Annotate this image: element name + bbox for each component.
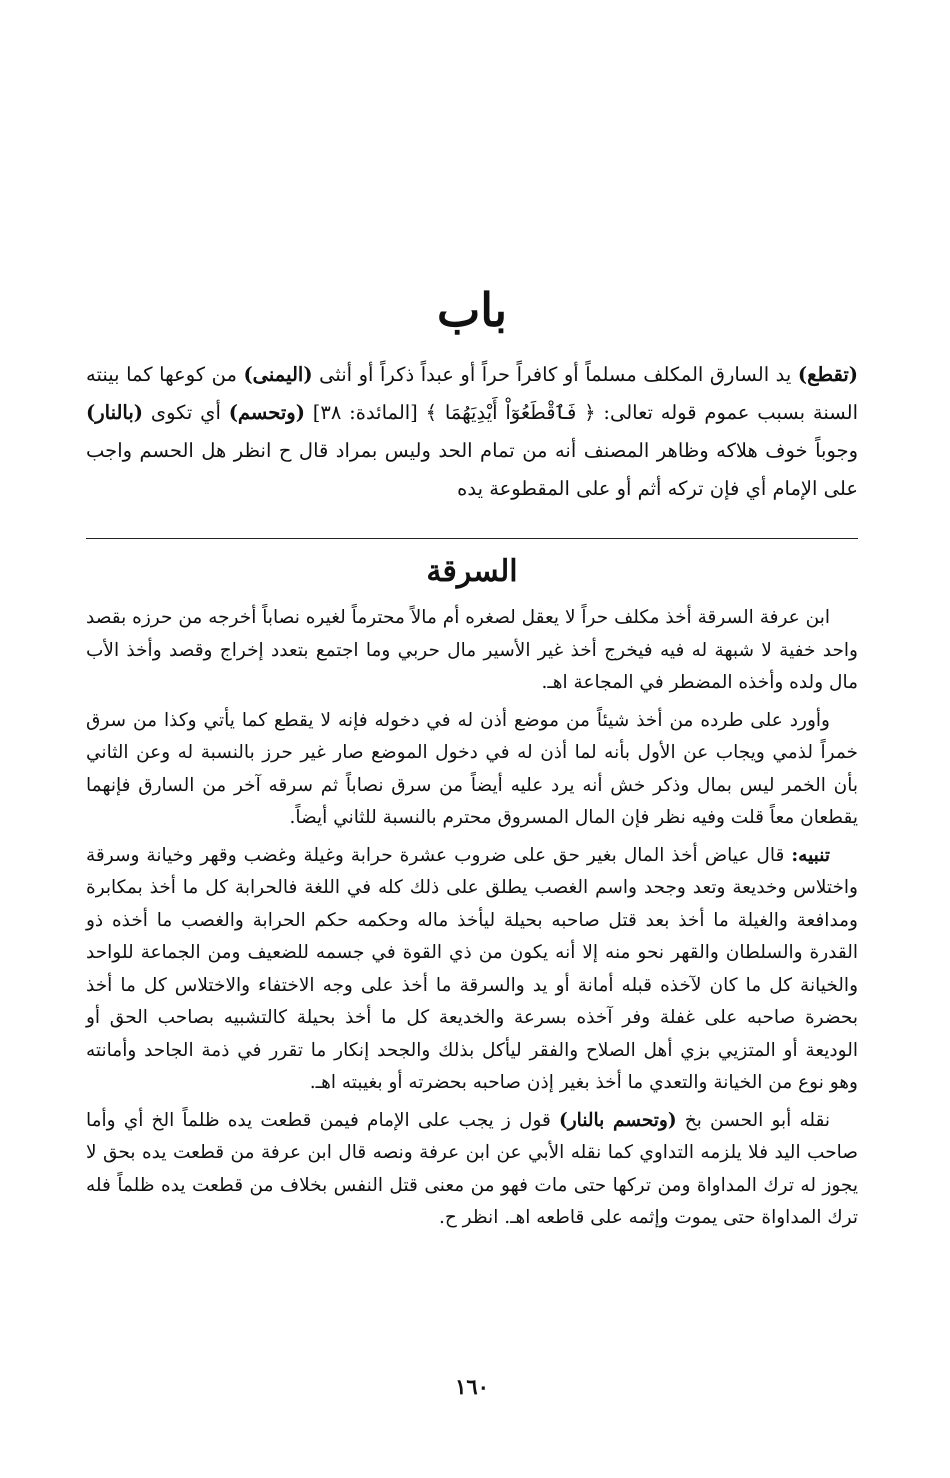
quran-verse: ﴿ فَٱقْطَعُوٓاْ أَيْدِيَهُمَا ﴾	[425, 401, 596, 424]
matn-paragraph	[86, 356, 858, 508]
commentary-paragraph-3	[86, 840, 858, 1100]
commentary-paragraph-4	[86, 1105, 858, 1235]
tanbih-label: تنبيه:	[791, 844, 830, 866]
lead-word: (تقطع)	[797, 363, 858, 386]
chapter-title: باب	[436, 283, 508, 337]
para4-bold-quote: (وتحسم بالنار)	[559, 1109, 677, 1131]
commentary-paragraph-1: ابن عرفة السرقة أخذ مكلف حراً لا يعقل لصغره أم مالاً محترماً لغيره نصاباً أخرجه من حرزه بقصد واحد خفية لا شبهة له فيه فيخرج أخذ غير الأسير مال حربي وما اجتمع بتعدد إخراج وقصد وأخذ الأب مال ولده وأخذه المضطر في المجاعة اهـ.	[86, 607, 858, 693]
para4-rest: قول ز يجب على الإمام فيمن قطعت يده ظلماً الخ أي وأما صاحب اليد فلا يلزمه التداوي كما نقله الأبي عن ابن عرفة ونصه قال ابن عرفة من قطعت يده بحق لا يجوز له ترك المداواة ومن تركها حتى مات فهو من معنى قتل النفس بخلاف من قطعت يده ظلماً فله ترك المداواة حتى يموت وإثمه على قاطعه اهـ. انظر ح.	[86, 1109, 858, 1228]
cauterize-word: (وتحسم)	[228, 401, 305, 424]
tanbih-text: قال عياض أخذ المال بغير حق على ضروب عشرة حرابة وغيلة وغضب وقهر وخيانة وسرقة واختلاس وخديعة وتعد وجحد واسم الغصب يطلق على ذلك كله في اللغة فالحرابة كل ما أخذ بمكابرة ومدافعة والغيلة ما أخذ بعد قتل صاحبه بحيلة ليأخذ ماله وحكمه حكم الحرابة والغصب ما أخذه ذو القدرة والسلطان والقهر نحو منه إلا أنه يكون من ذي القوة في جسمه للضعيف ومن الجماعة للواحد والخيانة كل ما كان لآخذه قبله أمانة أو يد والسرقة ما أخذ على وجه الاختفاء والاختلاس كل ما أخذ بحضرة صاحبه على غفلة وفر آخذه بسرعة والخديعة كل ما أخذ بحيلة كالتشبيه بصاحب الحق أو الوديعة أو المتزيي بزي أهل الصلاح والفقر ليأكل بذلك والجحد إنكار ما تقرر في ذمة الجاحد وأمانته وهو نوع من الخيانة والتعدي ما أخذ بغير إذن صاحبه بحضرته أو بغيبته اهـ.	[86, 844, 858, 1093]
matn-part-4: وجوباً خوف هلاكه وظاهر المصنف أنه من تمام الحد وليس بمراد قال ح انظر هل الحسم واجب على الإمام أي فإن تركه أثم أو على المقطوعة يده	[86, 439, 858, 500]
matn-part-2: من كوعها كما بينته السنة بسبب عموم قوله تعالى:	[86, 363, 859, 424]
para4-start: نقله أبو الحسن بخ	[676, 1109, 830, 1131]
right-hand-word: (اليمنى)	[243, 363, 313, 386]
commentary-paragraph-2: وأورد على طرده من أخذ شيئاً من موضع أذن له في دخوله فإنه لا يقطع كما يأتي وكذا من سرق خمراً لذمي ويجاب عن الأول بأنه لما أذن له في دخول الموضع صار غير حرز بالنسبة له وعن الثاني بأن الخمر ليس بمال وذكر خش أنه يرد عليه أيضاً من سرق نصاباً ثم سرقه آخر من السارق فإنهما يقطعان معاً قلت وفيه نظر فإن المال المسروق محترم بالنسبة للثاني أيضاً.	[86, 709, 858, 828]
separator-rule	[86, 538, 858, 539]
commentary-text	[86, 602, 858, 1240]
verse-reference: [المائدة: ٣٨]	[304, 401, 426, 424]
matn-part-1: يد السارق المكلف مسلماً أو كافراً حراً أو عبداً ذكراً أو أنثى	[312, 363, 798, 386]
section-title: السرقة	[426, 554, 518, 589]
page-number: ١٦٠	[455, 1374, 489, 1399]
matn-part-3: أي تكوى	[143, 401, 229, 424]
book-page	[86, 0, 858, 1478]
matn-text	[86, 356, 858, 508]
with-fire-word: (بالنار)	[86, 401, 144, 424]
